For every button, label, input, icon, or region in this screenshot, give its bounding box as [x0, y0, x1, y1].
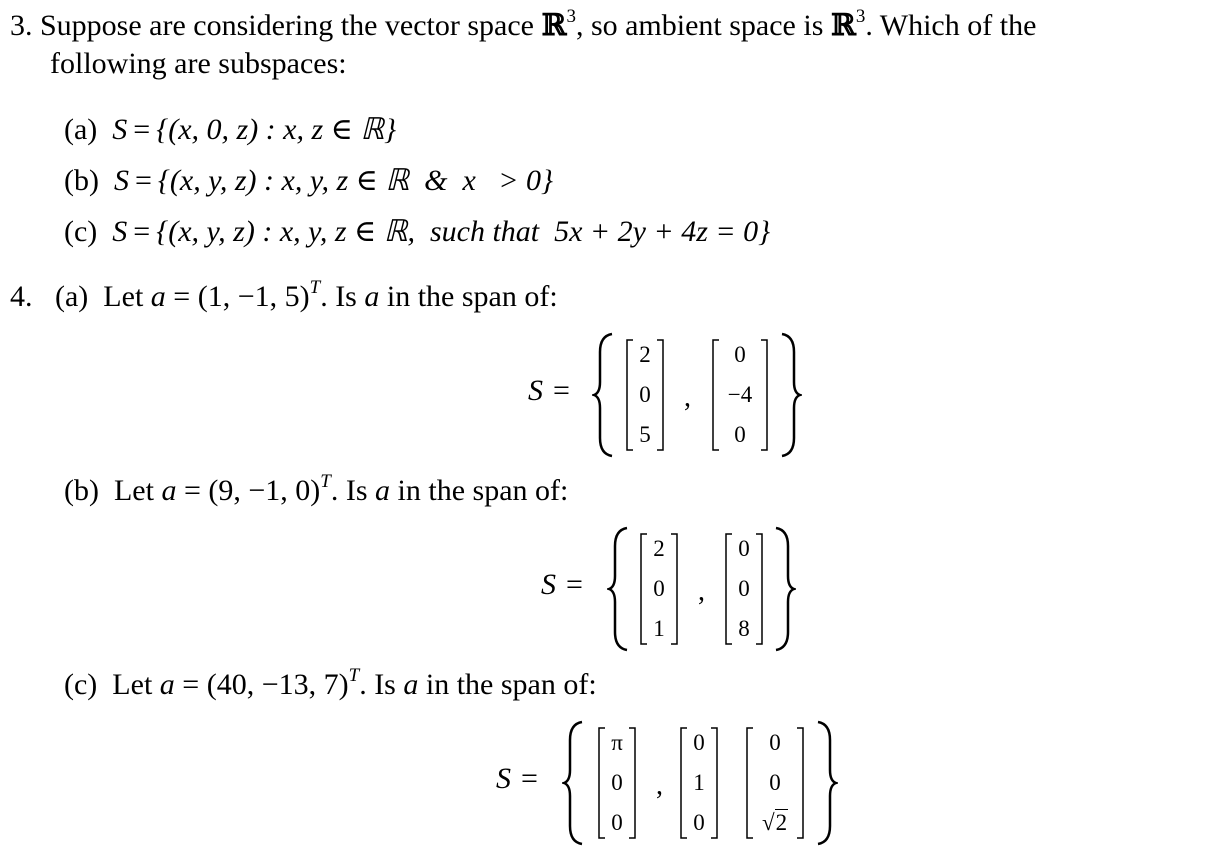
right-brace — [778, 330, 802, 460]
q4-part-b-line: (b) Let a = (9, −1, 0)$^T$. Is a in the span of: — [64, 471, 569, 507]
vector-entry: 0 — [734, 342, 746, 367]
vector-entry: −4 — [727, 382, 753, 407]
radicand: 2 — [775, 810, 788, 835]
q4-part-c-line: (c) Let a = (40, −13, 7)$^T$. Is a in the span of: — [64, 665, 597, 701]
vector-entry: 0 — [738, 536, 750, 561]
vector-entry — [745, 809, 805, 837]
left-brace — [607, 524, 631, 654]
vector-entry: 2 — [639, 342, 651, 367]
vector-b2 — [724, 533, 764, 645]
left-brace — [592, 330, 616, 460]
vector-entry: 1 — [693, 770, 705, 795]
q4-number: 4. — [10, 280, 33, 313]
vector-entry: 1 — [653, 616, 665, 641]
vector-c2 — [679, 727, 719, 839]
vector-entry: 2 — [653, 536, 665, 561]
q4-part-a-line: 4. (a) Let a = (1, −1, 5)$^T$. Is a in the span of: — [10, 277, 558, 313]
vector-b1 — [639, 533, 679, 645]
vector-entry: 5 — [639, 422, 651, 447]
vector-a2 — [711, 339, 769, 451]
vector-a1 — [625, 339, 665, 451]
sqrt-symbol: √ — [761, 810, 775, 835]
vector-c1 — [597, 727, 637, 839]
vector-entry: 0 — [693, 730, 705, 755]
vector-entry: 0 — [639, 382, 651, 407]
left-brace — [562, 718, 586, 848]
q3-number: 3. — [10, 9, 33, 42]
q3-line1: 3. Suppose are considering the vector space ℝ$^3$, so ambient space is ℝ$^3$. Which of the — [10, 6, 1037, 43]
q3-item-a: (a) S = {(x, 0, z) : x, z ∈ ℝ} — [64, 113, 397, 146]
vector-entry: 0 — [693, 810, 705, 835]
vector-entry: 0 — [769, 770, 781, 795]
vector-c3 — [745, 727, 805, 839]
sqrt-expression — [762, 809, 788, 837]
q3-line2: following are subspaces: — [50, 47, 347, 80]
q3-item-c: (c) S = {(x, y, z) : x, y, z ∈ ℝ, such that 5x + 2y + 4z = 0} — [64, 215, 771, 248]
vector-entry: 0 — [734, 422, 746, 447]
vector-entry: 0 — [738, 576, 750, 601]
vector-entry: 0 — [611, 770, 623, 795]
vector-entry: π — [611, 730, 623, 755]
vector-entry: 0 — [769, 730, 781, 755]
vector-entry: 0 — [611, 810, 623, 835]
right-brace — [772, 524, 796, 654]
q3-item-b: (b) S = {(x, y, z) : x, y, z ∈ ℝ & x > 0} — [64, 164, 554, 197]
vector-entry: 8 — [738, 616, 750, 641]
right-brace — [814, 718, 838, 848]
vector-entry: 0 — [653, 576, 665, 601]
